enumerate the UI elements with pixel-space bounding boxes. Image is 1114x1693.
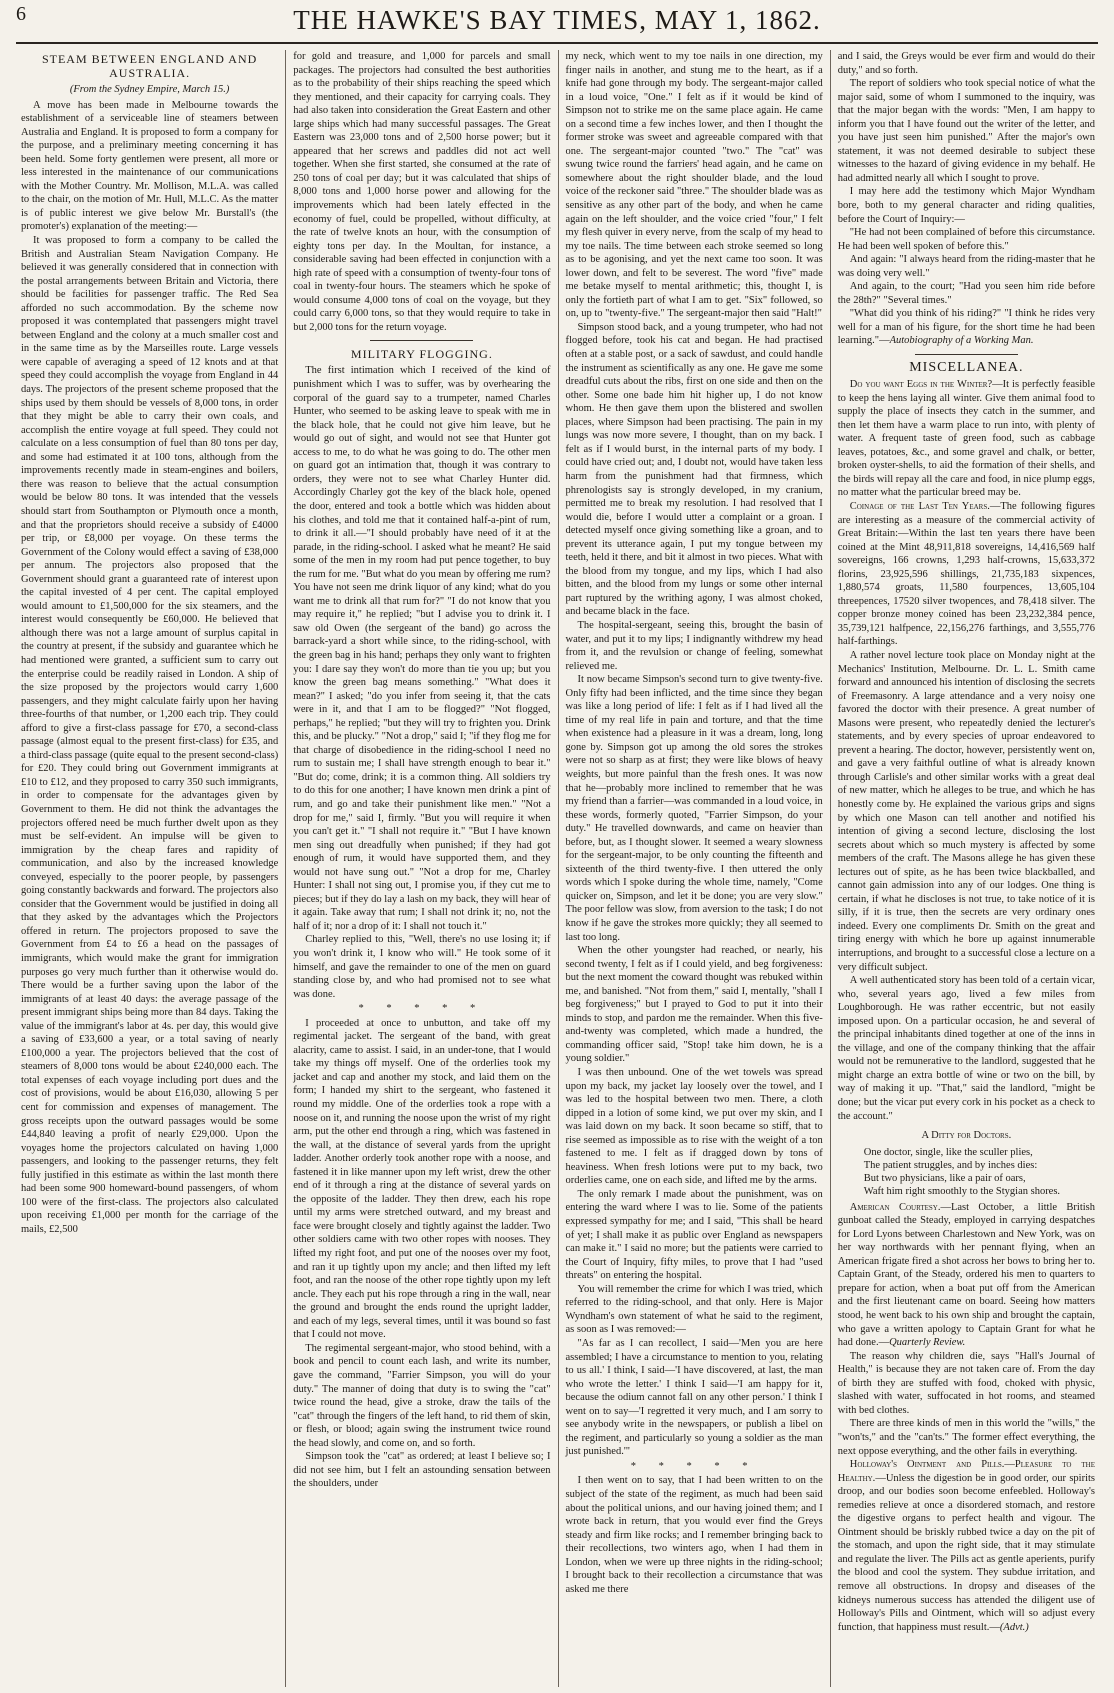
paragraph: "As far as I can recollect, I said—'Men you are here assembled; I have a circumstance to mention to you, relating to us all.' I think, I said—'I have discovered, at last, the man who wrote the letter.' I think I said—'I am happy for it, because the odium cannot fall on any other person.' I think I went on to say—'I regretted it very much, and I am sorry to see anybody write in the newspapers, or publish a libel on the regiment, and particularly so young a soldier as the man just punished.'": [565, 1337, 823, 1458]
article-columns: [14, 50, 1102, 1687]
paragraph: [838, 378, 1095, 500]
paragraph: The regimental sergeant-major, who stood behind, with a book and pencil to count each lash, and write its number, gave the command, "Farrier Simpson, you will do your duty." The manner of doing that duty is to swing the "cat" twice round the head, give a stroke, draw the tails of the "cat" through the fingers of the left hand, to rid them of skin, or flesh, or blood; again swing the instrument twice round the head slowly, and come on, and so forth.: [293, 1342, 551, 1449]
attribution: Autobiography of a Working Man.: [889, 335, 1034, 347]
source-credit: (From the Sydney Empire, March 15.): [69, 84, 230, 95]
paragraph-text: —Unless the digestion be in good order, our spirits droop, and our bodies soon become enfeebled. Holloway's remedies relieve at once a disordered stomach, and restore the digestive organs to perfect health and vigour. The Ointment should be briskly rubbed twice a day on the pit of the stomach, and upon the right side, that it may stimulate and regulate the liver. The Pills act as gentle aperients, purify the blood and cool the system. They subdue irritation, and remove all obstructions. In dropsy and diseases of the kidneys numerous success has attended the diligent use of Holloway's Pills and Ointment, which will so adjust every function, that happiness must result.—: [837, 1472, 1095, 1633]
paragraph: I was then unbound. One of the wet towels was spread upon my back, my jacket lay loosely over the towel, and I was led to the hospital between two men. There, a cloth dipped in a lotion of some kind, we put over my skin, and I was laid down on my back. It soon became so stiff, that to rise seemed as impossible as to rise with the weight of a ton fastened to me. I felt as if dragged down by tons of heaviness. When fresh lotions were put to my back, two orderlies came, one on each side, and lifted me by the arms.: [565, 1067, 823, 1187]
poem-line: Waft him right smoothly to the Stygian shores.: [863, 1185, 1061, 1197]
paragraph: You will remember the crime for which I was tried, which referred to the riding-school, and that only. Here is Major Wyndham's own statement of what he said to the regiment, as soon as I was removed:—: [565, 1283, 823, 1336]
poem: [864, 1146, 1095, 1198]
asterism: * * * * *: [630, 1460, 758, 1472]
column-4: [830, 50, 1102, 1687]
paragraph: I then went on to say, that I had been written to on the subject of the state of the regiment, as much had been said about the political unions, and our having joined them; and I wrote back in return, that you would ever find the Greys steady and firm like rocks; and I remember bringing back to their recollections, two winters ago, when I had them in London, when we were up three nights in the riding-school; I brought back to their recollection a circumstance that was asked me there: [565, 1475, 823, 1595]
poem-line: The patient struggles, and by inches dies:: [863, 1159, 1038, 1171]
paragraph: and I said, the Greys would be ever firm and would do their duty," and so forth.: [837, 51, 1095, 76]
paragraph-text: —It is perfectly feasible to keep the hens laying all winter. Give them animal food to supply the place of insects they catch in the summer, and then let them have a warm place to run into, with plenty of water. A frequent taste of green food, such as cabbage leaves, potatoes, &c., and some gravel and chalk, or better, broken oyster-shells, to aid the formation of their shells, and the birds will repay all the care and food, in nice plump eggs, no matter what the particular breed may be.: [837, 379, 1095, 499]
paragraph: [838, 307, 1095, 348]
paragraph: It was proposed to form a company to be called the British and Australian Steam Navigation Company. He believed it was generally considered that in connection with the postal arrangements between Britain and Victoria, there should be facilities for passenger traffic. The Red Sea afforded no such accommodation. By the scheme now proposed it was contemplated that passengers might travel between England and the colony at a much smaller cost and in the same time as by the Marseilles route. Large vessels were capable of averaging a speed of 12 knots and at that speed they could accomplish the voyage from England in 44 days. The projectors of the present scheme proposed that the ships used by them should be vessels of 8,000 tons, in order that they might be able to carry their own coals, and accomplish the entire voyage at full speed. They could not calculate on a less consumption of fuel than 80 tons per day, and some had estimated it at 100 tons, although from the improvements recently made in steam-engines and boilers, there was reason to believe that the actual consumption would be below 80 tons. It was intended that the vessels should start from Southampton or Plymouth once a month, and that the proprietors should receive a subsidy of £4000 per trip, or £8,000 per voyage. On these terms the Government of the Colony would effect a saving of £38,000 per annum. The projectors also proposed that the Government should grant a guaranteed rate of interest upon the capital invested of 4 per cent. The capital employed would amount to £1,500,000 for the six steamers, and the interest would consequently be £60,000. He believed that although there was not a large amount of surplus capital in the country at present, if the subsidy and guarantee which he had mentioned were granted, a sufficient sum to carry out the enterprise could be readily raised in London. A ship of the size proposed by the projectors would carry 1,600 passengers, and they might calculate fairly upon her having three-fourths of that number, or 1,200 each trip. They could afford to give a first-class passage for £70, a second-class passage (almost equal to the present first-class) for £35, and a third-class passage (quite equal to the present second-class) for £20. They could bring out Government immigrants at £10 to £12, and they proposed to carry 350 such immigrants, in order to compensate for the advantages given by Government to them. He did not think the advantages the projectors offered need be much further dwelt upon as they must be self-evident. An impulse will be given to immigration by the cheap fares and rapidity of communication, and also by the increased knowledge conveyed, especially to the poorer people, by passengers going constantly backwards and forward. The projectors also consider that the Government would be justified in doing all that they asked by the advantages which the Projectors offered in return. The projectors proposed to save the Government from £4 to £6 a head on the passages of immigrants, which would make the grant for immigration purposes go very much further than it otherwise would do. There would be a further saving upon the labor of the immigrants of at least 40 days: the average passage of the present immigrant ships being more than 84 days. Taking the value of the immigrant's labor at 4s. per day, this would give a saving of £33,600 a year, or a total saving of nearly £100,000 a year. The projectors believed that the cost of steamers of 8,000 tons would be about £240,000 each. The total expenses of each voyage including port dues and the cost of provisions, would be about £16,030, allowing 5 per cent for commission and expenses of management. The gross receipts upon the outward passages would be some £44,840 leaving a profit of nearly £29,000. Upon the voyages home the projectors calculated on having 1,000 passengers, and looking to the passenger returns, they felt fully justified in this estimate as within the last month there had been some 900 homeward-bound passengers, of whom 100 were of the first-class. The projectors also calculated upon receiving £1,000 per month for the carriage of the mails, £2,500: [21, 235, 279, 1235]
paragraph-text: "What did you think of his riding?" "I think he rides very well for a man of his figure, for the short time he had been learning."—: [837, 308, 1095, 347]
paragraph: [838, 1201, 1095, 1350]
paragraph: Charley replied to this, "Well, there's no use losing it; if you won't drink it, I know who will." He took some of it himself, and gave the remainder to one of the men on guard standing close by, and who had promised not to see what was done.: [293, 934, 551, 1000]
paragraph: A move has been made in Melbourne towards the establishment of a serviceable line of steamers between Australia and England. It is proposed to form a company for the purpose, and a preliminary meeting concerning it has been held. Some forty gentlemen were present, all more or less interested in the maintenance of our communications with the Mother Country. Mr. Mollison, M.L.A. was called to the chair, on the motion of Mr. Hull, M.L.C. As the matter is of public interest we give below Mr. Burstall's (the promoter's) explanation of the meeting:—: [21, 99, 279, 233]
poem-line: But two physicians, like a pair of oars,: [863, 1172, 1026, 1184]
paragraph: my neck, which went to my toe nails in one direction, my finger nails in another, and stung me to the heart, as if a knife had gone through my body. The sergeant-major called in a loud voice, "One." I felt as if it would be kind of Simpson not to strike me on the same place again. He came on a second time a few inches lower, and then I thought the former stroke was sweet and agreeable compared with that one. The sergeant-major counted "two." The "cat" was swung twice round the farriers' head again, and he came on somewhere about the right shoulder blade, and the loud voice of the reckoner said "three." The shoulder blade was as sensitive as any other part of the body, and when he came again on the left shoulder, and the voice cried "four," I felt my flesh quiver in every nerve, from the scalp of my head to my toe nails. The time between each stroke seemed so long as to be agonising, and yet the next came too soon. It was lower down, and felt to be severest. The word "five" made me betake myself to mental arithmetic; this, thought I, is only the fortieth part of what I am to get. "Six" followed, so on, up to "twenty-five." The sergeant-major then said "Halt!": [565, 51, 823, 320]
paragraph: "He had not been complained of before this circumstance. He had been well spoken of before this.": [837, 227, 1095, 252]
paragraph: A rather novel lecture took place on Monday night at the Mechanics' Institution, Melbourne. Dr. L. L. Smith came forward and announced his intention of disclosing the secrets of Freemasonry. A large attendance and a very noisy one favored the doctor with their presence. A great number of Masons were present, who repeatedly denied the lecturer's statements, and by every species of uproar endeavored to prevent a hearing. The doctor, however, persistently went on, and gave a very faithful outline of what is already known through Carlisle's and other similar works with a great deal of new matter, which he alleges to be true, and which he has honestly come by. He explained the various grips and signs by which one Mason can tell another and notified his intention of giving a second lecture, disclosing the lost secrets about which so much mystery is affected by some members of the craft. The Masons allege he has given these lectures out of spite, as he has been twice blackballed, and cannot gain admission into any of our lodges. One thing is certain, if what he discloses is not true, to take notice of it is silly, if it is true, then the secrets are very ordinary ones indeed. Every one compliments Dr. Smith on the great and tiring energy with which he bore up against innumerable interruptions, and brought to a successful close a lecture on a very difficult subject.: [837, 649, 1095, 973]
headline-steam: STEAM BETWEEN ENGLAND AND AUSTRALIA.: [41, 52, 258, 80]
headline-miscellanea: MISCELLANEA.: [909, 360, 1024, 376]
paragraph: for gold and treasure, and 1,000 for parcels and small packages. The projectors had consulted the best authorities as to the probability of their ships reaching the speed which they mentioned, and their capacity for carrying coals. They had also taken into consideration the Great Eastern and other large ships which had many successful passages. The Great Eastern was 23,000 tons and of 2,500 horse power; but it appeared that her screws and paddles did not act well together. When she first started, she consumed at the rate of 250 tons of coal per day; but it was calculated that ships of 8,000 tons and 1,000 horse power and allowing for the improvements which had been lately effected in the economy of fuel, could be propelled, without difficulty, at the rate of twelve knots an hour, with the consumption of eighty tons per day. In the Moultan, for instance, a considerable saving had been effected in conjunction with a high rate of speed with a consumption of twenty-four tons of coal in twenty-four hours. The steamers which he spoke of would consume 4,000 tons of coal on the voyage, but they could carry 6,000 tons, so that they would require to take in but 2,000 tons for the return voyage.: [293, 51, 551, 333]
paragraph: The reason why children die, says "Hall's Journal of Health," is because they are not taken care of. From the day of birth they are stuffed with food, choked with physic, slashed with water, suffocated in hot rooms, and steamed with bed clothes.: [837, 1350, 1095, 1416]
item-lead: American Courtesy.: [849, 1201, 941, 1213]
section-divider: [915, 354, 1018, 355]
attribution: Quarterly Review.: [889, 1337, 966, 1349]
masthead-rule: [16, 42, 1098, 44]
paragraph-text: —Last October, a little British gunboat called the Steady, employed in carrying despatches for Lord Lyons between Charlestown and New York, was on her way northwards with her pennant flying, when an American frigate fired a shot across her bows to bring her to. Captain Grant, of the Steady, ordered his men to quarters to prepare for action, when a boat put off from the American and the first lieutenant came on board. Seeing how matters stood, he went back to his own ship and brought the captain, who gave a written apology to Captain Grant for what he had done.—: [837, 1201, 1095, 1349]
paragraph: The only remark I made about the punishment, was on entering the ward where I was to lie. Some of the patients expressed sympathy for me; and I said, "This shall be heard of yet; I shall make it as public over England as newspapers can make it." I said no more; but the patients were carried to the Court of Inquiry, fifty miles, to prove that I had "used threats" on entering the hospital.: [565, 1188, 823, 1282]
paragraph: The report of soldiers who took special notice of what the major said, some of whom I summoned to the inquiry, was that the major began with the words: "Men, I am happy to inform you that I have found out the writer of the letter, and you have just seen him punished." After the major's own statement, it was not deemed desirable to subject these witnesses to the hazard of giving evidence in my behalf. He had admitted nearly all which I sought to prove.: [837, 78, 1095, 184]
paragraph: And again: "I always heard from the riding-master that he was doing very well.": [837, 254, 1095, 279]
paragraph-text: —The following figures are interesting as a measure of the commercial activity of Great Britain:—Within the last ten years there have been coined at the Mint 48,911,818 sovereigns, 14,416,569 half sovereigns, 166 crowns, 1,293 half-crowns, 15,633,372 florins, 23,925,596 shillings, 21,735,183 sixpences, 1,880,574 groats, 11,580 fourpences, 13,605,104 threepences, 17520 silver twopences, and 78,418 silver. The copper bronze money coined has been 23,232,384 pence, 35,739,121 halfpence, 22,156,276 farthings, and 3,555,776 half-farthings.: [837, 500, 1095, 648]
paragraph: I may here add the testimony which Major Wyndham bore, both to my general character and riding qualities, before the Court of Inquiry:—: [837, 186, 1095, 225]
item-lead: Holloway's Ointment and Pills.—Pleasure to the Healthy.: [837, 1459, 1095, 1484]
paragraph: [838, 500, 1095, 649]
column-2: [285, 50, 557, 1687]
paragraph: There are three kinds of men in this world the "wills," the "won'ts," and the "can'ts." The former effect everything, the next oppose everything, and the other fails in everything.: [837, 1418, 1095, 1457]
column-3: [558, 50, 830, 1687]
newspaper-title: THE HAWKE'S BAY TIMES, MAY 1, 1862.: [293, 5, 821, 35]
paragraph: When the other youngster had reached, or nearly, his second twenty, I felt as if I could yield, and beg forgiveness: but the next moment the coward thought was rebuked within me, and banished. "Not from them," said I, mentally, "shall I beg forgiveness;" but I prayed to God to put it into their minds to stop, and pardon me the remainder. When this five-and-twenty was completed, which made a hundred, the commanding officer said, "Stop! take him down, he is a young soldier.": [565, 945, 823, 1065]
attribution: (Advt.): [999, 1621, 1029, 1633]
paragraph: [838, 1458, 1095, 1634]
paragraph: Simpson took the "cat" as ordered; at least I believe so; I did not see him, but I felt an astounding sensation between the shoulders, under: [293, 1451, 551, 1490]
paragraph: I proceeded at once to unbutton, and take off my regimental jacket. The sergeant of the band, with great alacrity, came to assist. I said, in an under-tone, that I would take my things off myself. One of the orderlies took my jacket and cap and another my stock, and laid them on the form; I handed my shirt to the sergeant, who fastened it round my middle. One of the orderlies took a rope with a noose on it, and running the noose upon the wrist of my right arm, put the other end through a ring, which was fastened in the wall, at the distance of several yards from the upright ladder. Another orderly took another rope with a noose, and fastened it in like manner upon my left wrist, drew the other end of it through a ring at the distance of several yards on the opposite of the ladder. They then drew, each his rope until my arms were stretched outward, and my breast and face were brought closely and tightly against the ladder. Two other soldiers came with two other ropes with nooses. They lifted my right foot, and put one of the nooses over my foot, and ran it up tightly upon my ancle; and then lifted my left foot, and ran the noose of the other rope tightly upon my left ancle. They each put his rope through a ring in the wall, near the ground and brought the ends round the upright ladder, and each of my legs, several times, until it was bound so fast that I could not move.: [293, 1017, 551, 1341]
headline-military-flogging: MILITARY FLOGGING.: [350, 347, 493, 362]
section-divider: [370, 340, 473, 341]
paragraph: The first intimation which I received of the kind of punishment which I was to suffer, was by overhearing the corporal of the guard say to a trumpeter, named Charles Hunter, who seemed to be asking leave to speak with me in the black hole, that he could not give him leave, but he would go out of sight, and would not see that Hunter got access to me, to do what he was going to do. The other men on guard got an intimation that, though it was contrary to orders, they were not to see what Charley Hunter did. Accordingly Charley got the key of the black hole, opened the door, entered and took a bottle which was hidden about his clothes, and told me that it contained half-a-pint of rum, to drink it all.—"I should probably have need of it at the parade, in the riding-school. I asked what he meant? He said some of the men in my room had put pence together, to buy the rum for me. "But what do you mean by offering me rum? You have not seen me drink liquor of any kind; what do you want me to drink all that rum for?" "I do not know that you may require it," he replied; "but I advise you to drink it. I saw old Owen (the sergeant of the band) go across the barrack-yard a short while since, to the riding-school, with the green bag in his hand; perhaps they only want to frighten you: I dare say they won't do more than tie you up; but you know the green bag means something." "What does it mean?" I asked; "do you infer from seeing it, that the cats were in it, and that I am to be flogged?" "Not flogged, perhaps," he replied; "but they will try to frighten you. Drink this, and be plucky." "Not a drop," said I; "if they flog me for that charge of disobedience in the riding-school I need no rum to sustain me; I shall have strength enough to bear it." "But do; come, drink; it is a common thing. All soldiers try to do this for one another; I have known men drink a pint of rum, and go and take their punishment like men." "Not a drop for me," said I, firmly. "But you will require it when you can't get it." "I shall not require it." "But I have known men sing out dreadfully when punished; if they had got enough of rum, it would have supported them, and they would not have sung out." "Not a drop for me, Charley Hunter: I shall not sing out, I promise you, if they cut me to pieces; but if they do lay a lash on my back, they will hear of it again. Take away that rum; I shall not drink it; no, not the half of it; nor a drop of it: I shall not touch it.": [293, 365, 551, 932]
item-lead: Coinage of the Last Ten Years.: [849, 500, 990, 512]
paragraph: It now became Simpson's second turn to give twenty-five. Only fifty had been inflicted, and the time since they began was like a long period of life: I felt as if I had lived all the time of my real life in pain and torture, and that the time when existence had a pleasure in it was a dream, long, long gone by. Simpson got up among the old sores the strokes were not so sharp as at first; they were like blows of heavy weights, but more painful than the fresh ones. It was now that he—probably more inclined to remember that he was my friend than a farrier—was commanded in a loud voice, in these words, formerly quoted, "Farrier Simpson, do your duty." He travelled downwards, and came on heavier than before, but, as I thought slower. It seemed a weary slowness for the sergeant-major, to be only counting the fifteenth and sixteenth of the third twenty-five. I then uttered the only words which I spoke during the whole time, namely, "Come quicker on, Simpson, and let it be done; you are very slow." The poor fellow was slow, from aversion to the task; I do not know if he gave the strokes more quickly; they all seemed to last too long.: [565, 674, 823, 943]
poem-title: A Ditty for Doctors.: [921, 1130, 1012, 1142]
column-1: [14, 50, 285, 1687]
paragraph: And again, to the court; "Had you seen him ride before the 28th?" "Several times.": [837, 281, 1095, 306]
masthead: [12, 0, 1102, 46]
paragraph: Simpson stood back, and a young trumpeter, who had not flogged before, took his cat and began. He had practised often at a stable post, or a sack of sawdust, and could handle the instrument as scientifically as any one. He gave me some dreadful cuts about the ribs, first on one side and then on the other. Some one bade him hit higher up, I do not know whom. He then gave them upon the blistered and swollen places, where Simpson had been practising. The pain in my lungs was now more severe, I thought, than on my back. I felt as if I would burst, in the internal parts of my body. I could have cried out; and, I doubt not, would have taken less harm from the punishment had that firmness, which phrenologists say is strongly developed, in my cranium, permitted me to break my resolution. I had resolved that I would die, before I would utter a complaint or a groan. I detected myself once giving something like a groan, and to prevent its utterance again, I put my tongue between my teeth, held it there, and bit it almost in two pieces. What with the blood from my tongue, and my lips, which I had also bitten, and the blood from my lungs or some other internal part ruptured by the writhing agony, I was almost choked, and became black in the face.: [565, 321, 823, 618]
paragraph: The hospital-sergeant, seeing this, brought the basin of water, and put it to my lips; I indignantly withdrew my head from it, and the revulsion or change of feeling, somewhat relieved me.: [565, 619, 823, 672]
poem-line: One doctor, single, like the sculler plies,: [863, 1146, 1033, 1158]
asterism: * * * * *: [358, 1003, 486, 1015]
item-lead: Do you want Eggs in the Winter?: [849, 379, 993, 391]
paragraph: A well authenticated story has been told of a certain vicar, who, several years ago, lived a few miles from Loughborough. He was rather eccentric, but not easily imposed upon. On a particular occasion, he and several of the principal inhabitants dined together at one of the inns in the village, and one of the company thinking that the affair would not be remunerative to the landlord, suggested that he might charge an extra bottle of wine or two on the bill, by way of making it up. "That," said the landlord, "might be done; but the vicar put every cork in his pocket as a check to the account.": [837, 975, 1095, 1122]
page-number: 6: [16, 3, 26, 25]
